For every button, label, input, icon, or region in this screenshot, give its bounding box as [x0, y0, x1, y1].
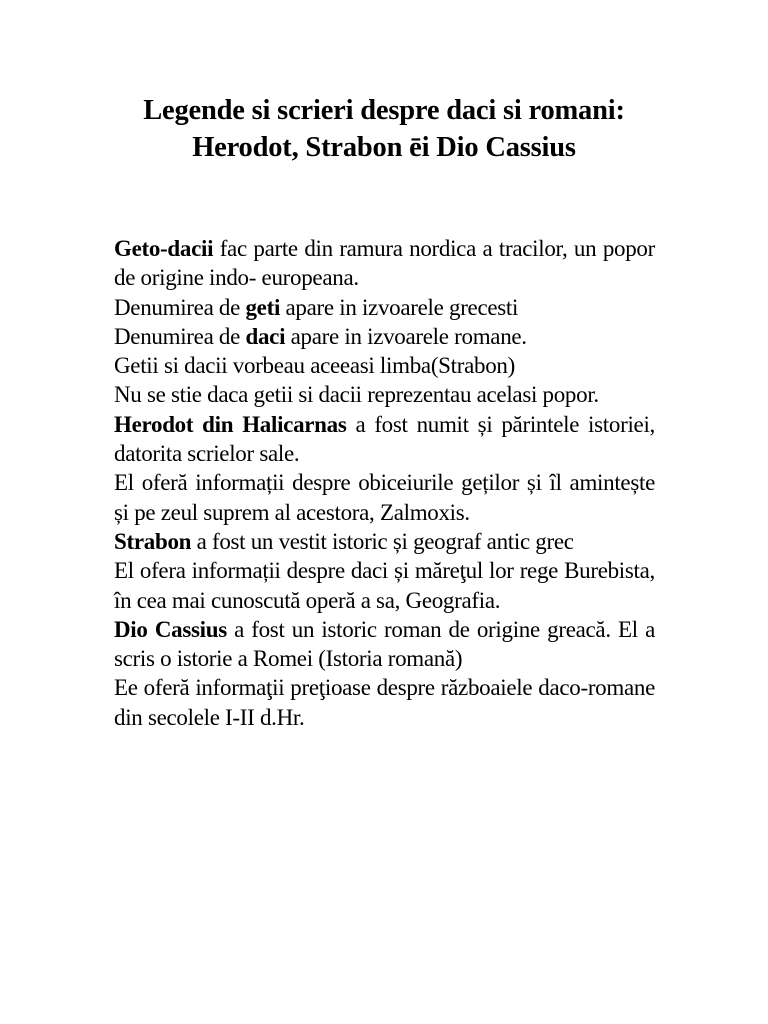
- paragraph-text: fac parte din ramura nordica a tracilor, un popor de origine indo- europeana.: [114, 236, 655, 291]
- title-line-1: Legende si scrieri despre daci si romani:: [143, 95, 625, 126]
- paragraph-text: a fost un istoric roman de origine greacă. El a scris o istorie a Romei (Istoria romană): [114, 616, 655, 672]
- document-body: [114, 234, 655, 732]
- paragraph-strabon: [114, 527, 655, 556]
- paragraph-geto-dacii: [114, 234, 655, 293]
- paragraph-text: a fost un vestit istoric și geograf antic grec: [191, 528, 574, 554]
- paragraph-text: apare in izvoarele grecesti: [280, 294, 519, 320]
- term-geti: geti: [245, 294, 281, 320]
- term-strabon: Strabon: [114, 528, 192, 554]
- paragraph-geti: [114, 293, 655, 322]
- term-herodot: Herodot din Halicarnas: [114, 411, 347, 437]
- paragraph-text: apare in izvoarele romane.: [285, 323, 527, 349]
- paragraph-burebista: El ofera informații despre daci și măreţul lor rege Burebista, în cea mai cunoscută operă a sa, Geografia.: [114, 558, 655, 613]
- title-line-2: Herodot, Strabon ēi Dio Cassius: [192, 132, 576, 163]
- paragraph-razboaie: Ee oferă informaţii preţioase despre războaiele daco-romane din secolele I-II d.Hr.: [114, 675, 655, 730]
- term-geto-dacii: Geto-dacii: [114, 236, 214, 261]
- paragraph-daci: [114, 322, 655, 351]
- term-daci: daci: [245, 323, 286, 349]
- paragraph-text: Denumirea de: [114, 294, 246, 320]
- paragraph-text: Denumirea de: [114, 323, 246, 349]
- paragraph-popor: Nu se stie daca getii si dacii reprezentau acelasi popor.: [114, 382, 599, 408]
- paragraph-text: a fost numit și părintele istoriei, datorita scrielor sale.: [114, 411, 655, 467]
- paragraph-zalmoxis: El oferă informații despre obiceiurile geților și îl amintește și pe zeul suprem al acestora, Zalmoxis.: [114, 470, 655, 525]
- paragraph-dio-cassius: [114, 615, 655, 674]
- paragraph-limba: Getii si dacii vorbeau aceeasi limba(Strabon): [114, 353, 515, 379]
- document-title: [60, 92, 708, 166]
- paragraph-herodot: [114, 410, 655, 469]
- term-dio-cassius: Dio Cassius: [114, 616, 227, 642]
